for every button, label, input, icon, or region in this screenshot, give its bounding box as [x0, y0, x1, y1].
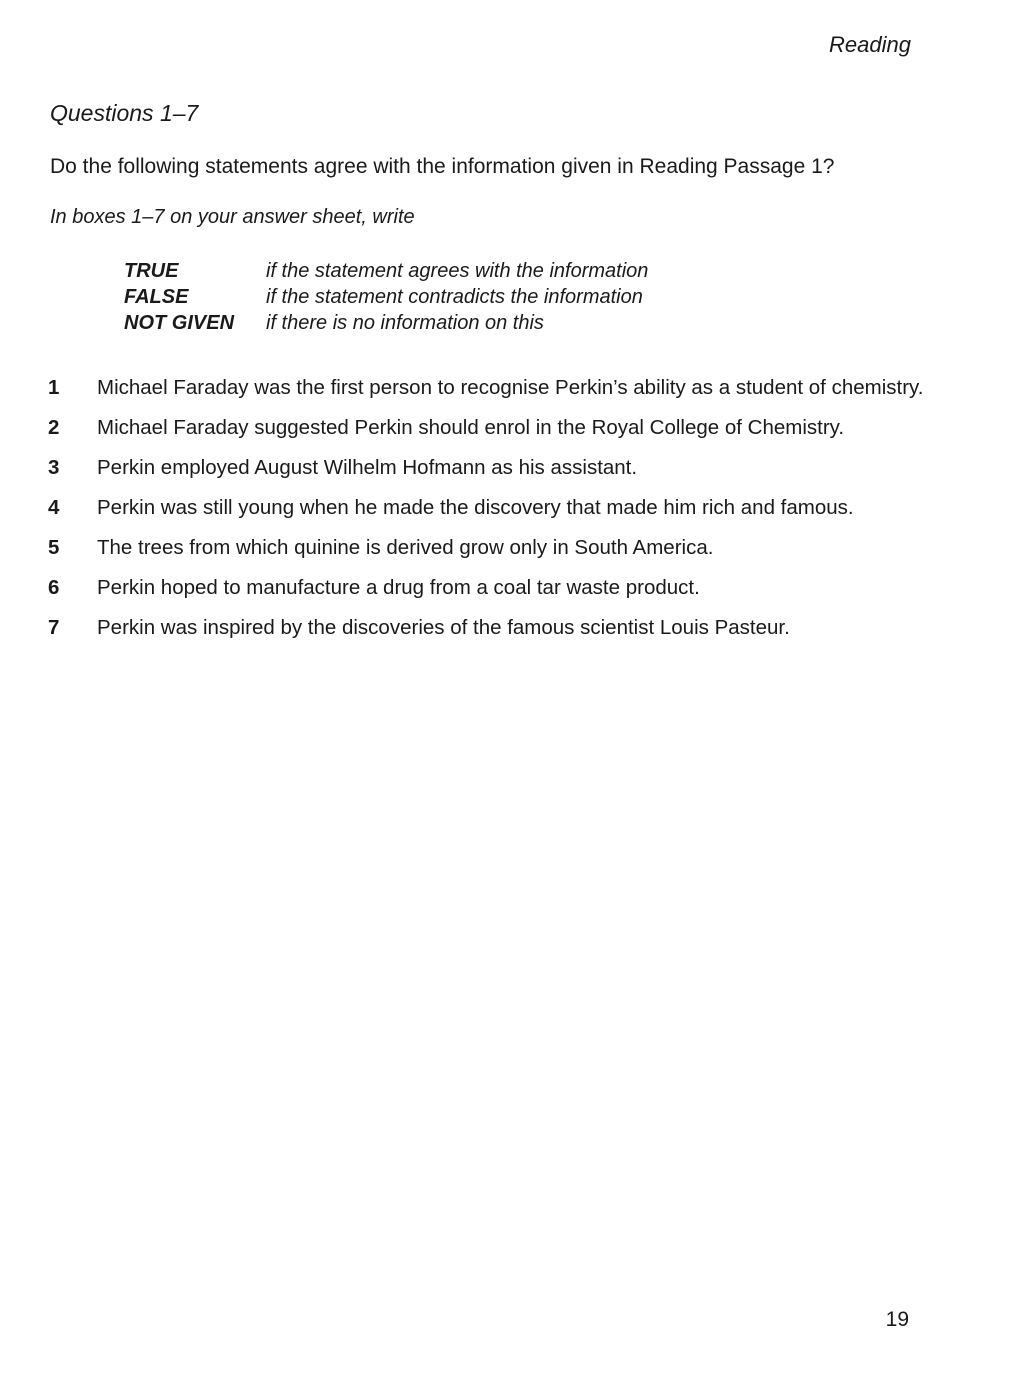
statement-text: Perkin was inspired by the discoveries of the famous scientist Louis Pasteur. — [97, 616, 790, 639]
statement-item — [48, 535, 928, 560]
statement-item — [48, 575, 928, 600]
statement-number: 1 — [48, 376, 60, 399]
statement-number: 3 — [48, 456, 60, 479]
instruction-text: Do the following statements agree with the information given in Reading Passage 1? — [50, 155, 835, 178]
key-term: TRUE — [124, 260, 179, 282]
statement-number: 4 — [48, 496, 60, 519]
statement-text: The trees from which quinine is derived grow only in South America. — [97, 536, 714, 559]
statement-item — [48, 415, 928, 440]
key-term: NOT GIVEN — [124, 312, 235, 334]
key-term: FALSE — [124, 286, 189, 308]
statement-item — [48, 615, 928, 640]
statement-text: Perkin was still young when he made the discovery that made him rich and famous. — [97, 496, 854, 519]
statement-item — [48, 455, 928, 480]
key-description: if the statement contradicts the information — [266, 286, 643, 308]
statement-text: Perkin hoped to manufacture a drug from a coal tar waste product. — [97, 576, 700, 599]
questions-title: Questions 1–7 — [50, 100, 199, 126]
statement-text: Michael Faraday was the first person to recognise Perkin’s ability as a student of chemistry. — [97, 376, 924, 399]
statement-text: Michael Faraday suggested Perkin should enrol in the Royal College of Chemistry. — [97, 416, 845, 439]
statement-text: Perkin employed August Wilhelm Hofmann as his assistant. — [97, 456, 638, 479]
key-row-true — [124, 258, 648, 284]
answer-key — [124, 258, 648, 336]
statement-item — [48, 375, 928, 400]
answer-instruction: In boxes 1–7 on your answer sheet, write — [50, 206, 415, 228]
statement-number: 7 — [48, 616, 60, 639]
key-description: if there is no information on this — [266, 312, 544, 334]
key-description: if the statement agrees with the information — [266, 260, 649, 282]
statement-number: 6 — [48, 576, 60, 599]
statement-list — [48, 375, 928, 655]
running-head: Reading — [829, 32, 911, 57]
statement-item — [48, 495, 928, 520]
key-row-not-given — [124, 310, 648, 336]
key-row-false — [124, 284, 648, 310]
statement-number: 5 — [48, 536, 60, 559]
page-number: 19 — [885, 1308, 909, 1331]
statement-number: 2 — [48, 416, 60, 439]
